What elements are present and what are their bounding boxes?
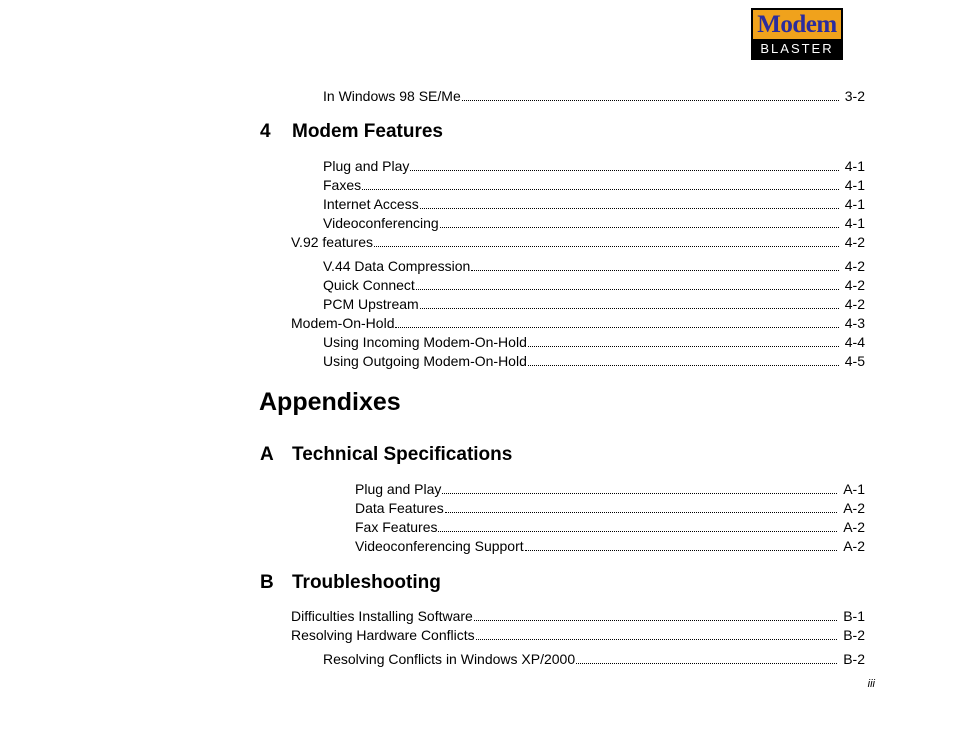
toc-entry[interactable] <box>323 256 865 275</box>
toc-entry[interactable] <box>355 536 865 555</box>
toc-entry-label: Videoconferencing <box>323 215 439 231</box>
toc-entry[interactable] <box>291 625 865 644</box>
toc-entry-page: A-2 <box>843 519 865 535</box>
toc-entry-page: 4-1 <box>844 177 865 193</box>
toc-entry[interactable] <box>323 194 865 213</box>
toc-entry-label: V.44 Data Compression <box>323 258 471 274</box>
toc-entry[interactable] <box>323 649 865 668</box>
chapter-number: 4 <box>260 121 271 142</box>
dot-leader <box>438 531 837 532</box>
toc-entry-label: Modem-On-Hold <box>291 315 395 331</box>
dot-leader <box>420 208 839 209</box>
appendix-letter: A <box>260 444 274 465</box>
toc-entry-label: Using Incoming Modem-On-Hold <box>323 334 527 350</box>
toc-entry-label: Plug and Play <box>355 481 442 497</box>
appendix-title: Technical Specifications <box>292 444 513 465</box>
dot-leader <box>528 346 839 347</box>
toc-entry[interactable] <box>355 517 865 536</box>
dot-leader <box>374 246 839 247</box>
toc-entry-page: B-2 <box>843 627 865 643</box>
toc-entry-page: B-1 <box>843 608 865 624</box>
toc-entry-page: 4-2 <box>844 258 865 274</box>
toc-entry[interactable] <box>323 332 865 351</box>
toc-entry-page: 4-4 <box>844 334 865 350</box>
toc-entry[interactable] <box>291 232 865 251</box>
toc-entry[interactable] <box>355 479 865 498</box>
toc-entry[interactable] <box>291 313 865 332</box>
toc-entry-page: 4-1 <box>844 215 865 231</box>
dot-leader <box>410 170 838 171</box>
modem-blaster-logo <box>751 8 843 60</box>
toc-entry[interactable] <box>323 294 865 313</box>
toc-entry-page: B-2 <box>843 651 865 667</box>
toc-entry-label: Fax Features <box>355 519 438 535</box>
dot-leader <box>474 620 837 621</box>
toc-entry-label: Internet Access <box>323 196 419 212</box>
dot-leader <box>462 100 839 101</box>
dot-leader <box>576 663 837 664</box>
toc-entry-label: Videoconferencing Support <box>355 538 524 554</box>
toc-entry-page: 4-5 <box>844 353 865 369</box>
toc-entry[interactable] <box>323 156 865 175</box>
toc-entry-label: In Windows 98 SE/Me <box>323 88 461 104</box>
toc-entry-label: Faxes <box>323 177 362 193</box>
toc-entry-label: Difficulties Installing Software <box>291 608 473 624</box>
toc-entry-page: 3-2 <box>844 88 865 104</box>
toc-entry[interactable] <box>323 86 865 105</box>
appendix-title: Troubleshooting <box>292 572 441 593</box>
dot-leader <box>395 327 838 328</box>
appendix-letter: B <box>260 572 274 593</box>
toc-entry-label: PCM Upstream <box>323 296 419 312</box>
toc-entry[interactable] <box>355 498 865 517</box>
dot-leader <box>420 308 839 309</box>
toc-entry-page: A-2 <box>843 538 865 554</box>
appendix-heading <box>260 572 441 594</box>
toc-entry-label: Quick Connect <box>323 277 415 293</box>
logo-bottom-text: BLASTER <box>753 39 841 58</box>
logo-top-text: Modem <box>753 10 841 39</box>
toc-entry-label: Resolving Conflicts in Windows XP/2000 <box>323 651 576 667</box>
chapter-title: Modem Features <box>292 121 443 142</box>
dot-leader <box>362 189 839 190</box>
dot-leader <box>476 639 838 640</box>
toc-entry-page: 4-2 <box>844 277 865 293</box>
dot-leader <box>440 227 839 228</box>
toc-entry-label: Resolving Hardware Conflicts <box>291 627 475 643</box>
appendix-heading <box>260 444 512 466</box>
dot-leader <box>416 289 839 290</box>
toc-entry-label: Using Outgoing Modem-On-Hold <box>323 353 527 369</box>
toc-entry-label: V.92 features <box>291 234 373 250</box>
page-number: iii <box>867 678 875 690</box>
toc-entry[interactable] <box>323 213 865 232</box>
toc-entry[interactable] <box>323 175 865 194</box>
toc-entry-page: 4-2 <box>844 296 865 312</box>
toc-entry-page: 4-3 <box>844 315 865 331</box>
dot-leader <box>442 493 837 494</box>
chapter-heading <box>260 121 443 143</box>
dot-leader <box>471 270 838 271</box>
toc-entry-page: 4-1 <box>844 196 865 212</box>
dot-leader <box>445 512 837 513</box>
dot-leader <box>525 550 838 551</box>
toc-entry-page: 4-2 <box>844 234 865 250</box>
dot-leader <box>528 365 839 366</box>
toc-entry-page: 4-1 <box>844 158 865 174</box>
toc-entry[interactable] <box>323 351 865 370</box>
toc-entry[interactable] <box>291 606 865 625</box>
toc-entry-label: Plug and Play <box>323 158 410 174</box>
toc-entry[interactable] <box>323 275 865 294</box>
toc-entry-label: Data Features <box>355 500 444 516</box>
toc-entry-page: A-1 <box>843 481 865 497</box>
toc-entry-page: A-2 <box>843 500 865 516</box>
appendixes-title: Appendixes <box>259 388 401 416</box>
